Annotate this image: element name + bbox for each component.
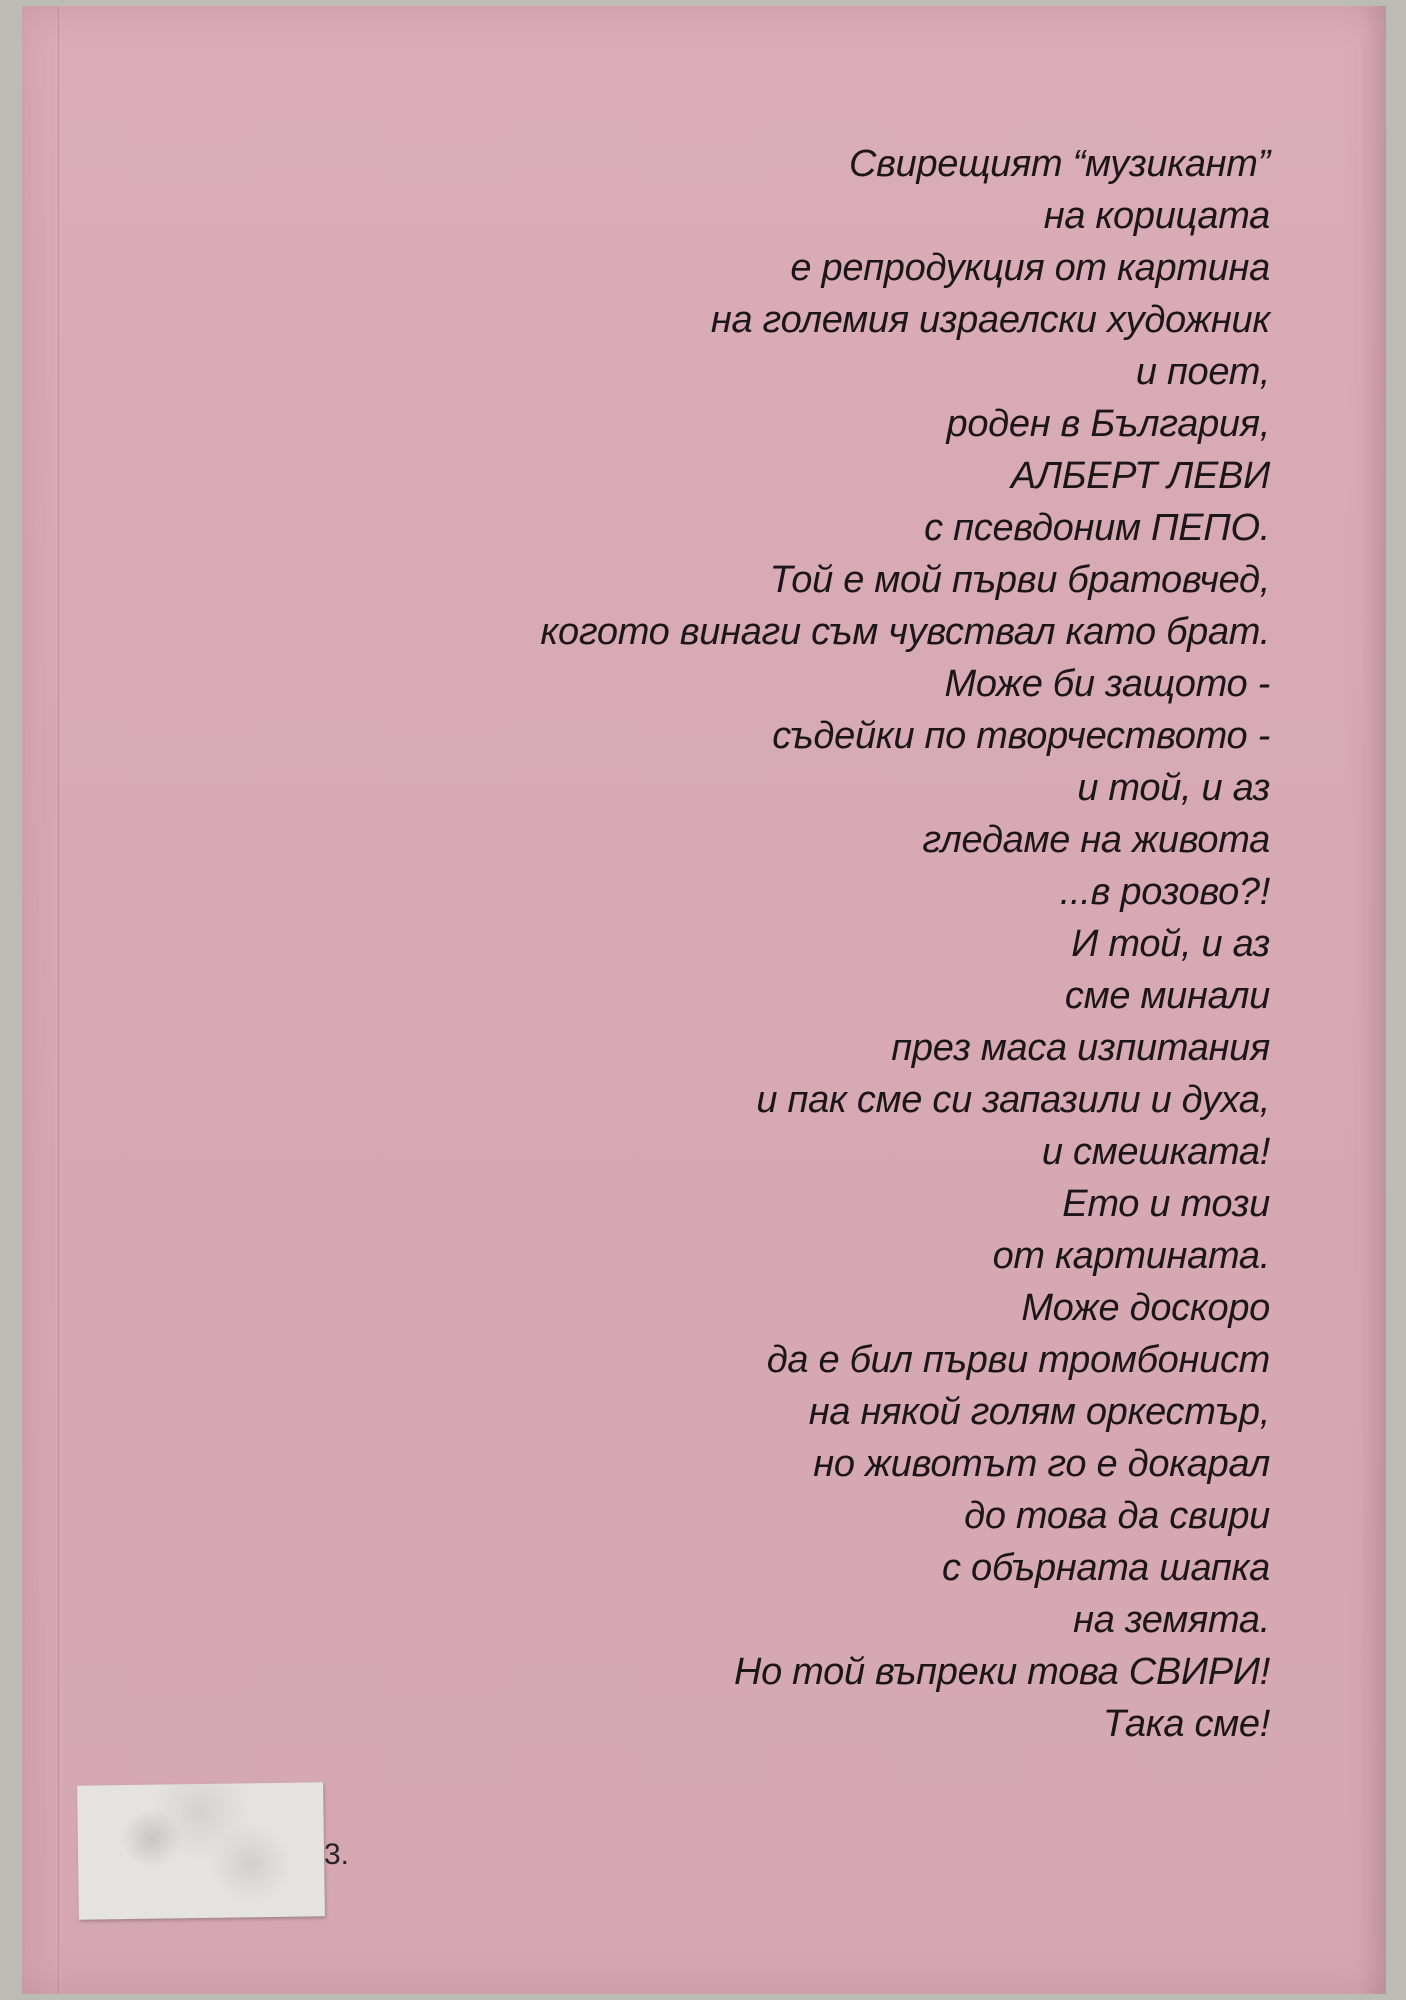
blurb-line: съдейки по творчеството -: [772, 715, 1270, 757]
blurb-line: Той е мой първи братовчед,: [769, 559, 1270, 601]
blurb-line: с обърната шапка: [942, 1547, 1270, 1589]
blurb-line: от картината.: [992, 1235, 1270, 1277]
blurb-line: когото винаги съм чувствал като брат.: [540, 611, 1270, 653]
spine-crease: [58, 6, 61, 1994]
blurb-line: през маса изпитания: [891, 1027, 1270, 1069]
blurb-line: Може доскоро: [1021, 1287, 1270, 1329]
blurb-line: И той, и аз: [1071, 923, 1270, 965]
blurb-line-artist-name: АЛБЕРТ ЛЕВИ: [1010, 455, 1270, 497]
blurb-line: да е бил първи тромбонист: [766, 1339, 1270, 1381]
blurb-line: и смешката!: [1041, 1131, 1270, 1173]
blurb-line: Може би защото -: [944, 663, 1270, 705]
blurb-line: и той, и аз: [1077, 767, 1270, 809]
blurb-line: и пак сме си запазили и духа,: [756, 1079, 1270, 1121]
library-sticker: [77, 1782, 325, 1919]
blurb-line: роден в България,: [946, 403, 1270, 445]
blurb-line: на някой голям оркестър,: [808, 1391, 1270, 1433]
blurb-line: и поет,: [1135, 351, 1270, 393]
sticker-partial-text: 3.: [324, 1838, 350, 1871]
blurb-line: до това да свири: [964, 1495, 1270, 1537]
blurb-line: сме минали: [1064, 975, 1270, 1017]
back-cover: [22, 6, 1386, 1994]
blurb-line: на корицата: [1043, 195, 1270, 237]
blurb-line: на земята.: [1073, 1599, 1270, 1641]
cover-edge-shadow: [1360, 6, 1386, 1994]
blurb-line: е репродукция от картина: [790, 247, 1270, 289]
blurb-line: но животът го е докарал: [813, 1443, 1270, 1485]
blurb-line: Така сме!: [1102, 1703, 1270, 1745]
blurb-line: гледаме на живота: [922, 819, 1270, 861]
blurb-line: на големия израелски художник: [710, 299, 1270, 341]
blurb-line: ...в розово?!: [1059, 871, 1270, 913]
back-cover-blurb: [170, 138, 1270, 1750]
blurb-line: с псевдоним ПЕПО.: [924, 507, 1270, 549]
blurb-line: Но той въпреки това СВИРИ!: [733, 1651, 1270, 1693]
blurb-line: Свирещият “музикант”: [848, 143, 1270, 185]
blurb-line: Ето и този: [1062, 1183, 1270, 1225]
